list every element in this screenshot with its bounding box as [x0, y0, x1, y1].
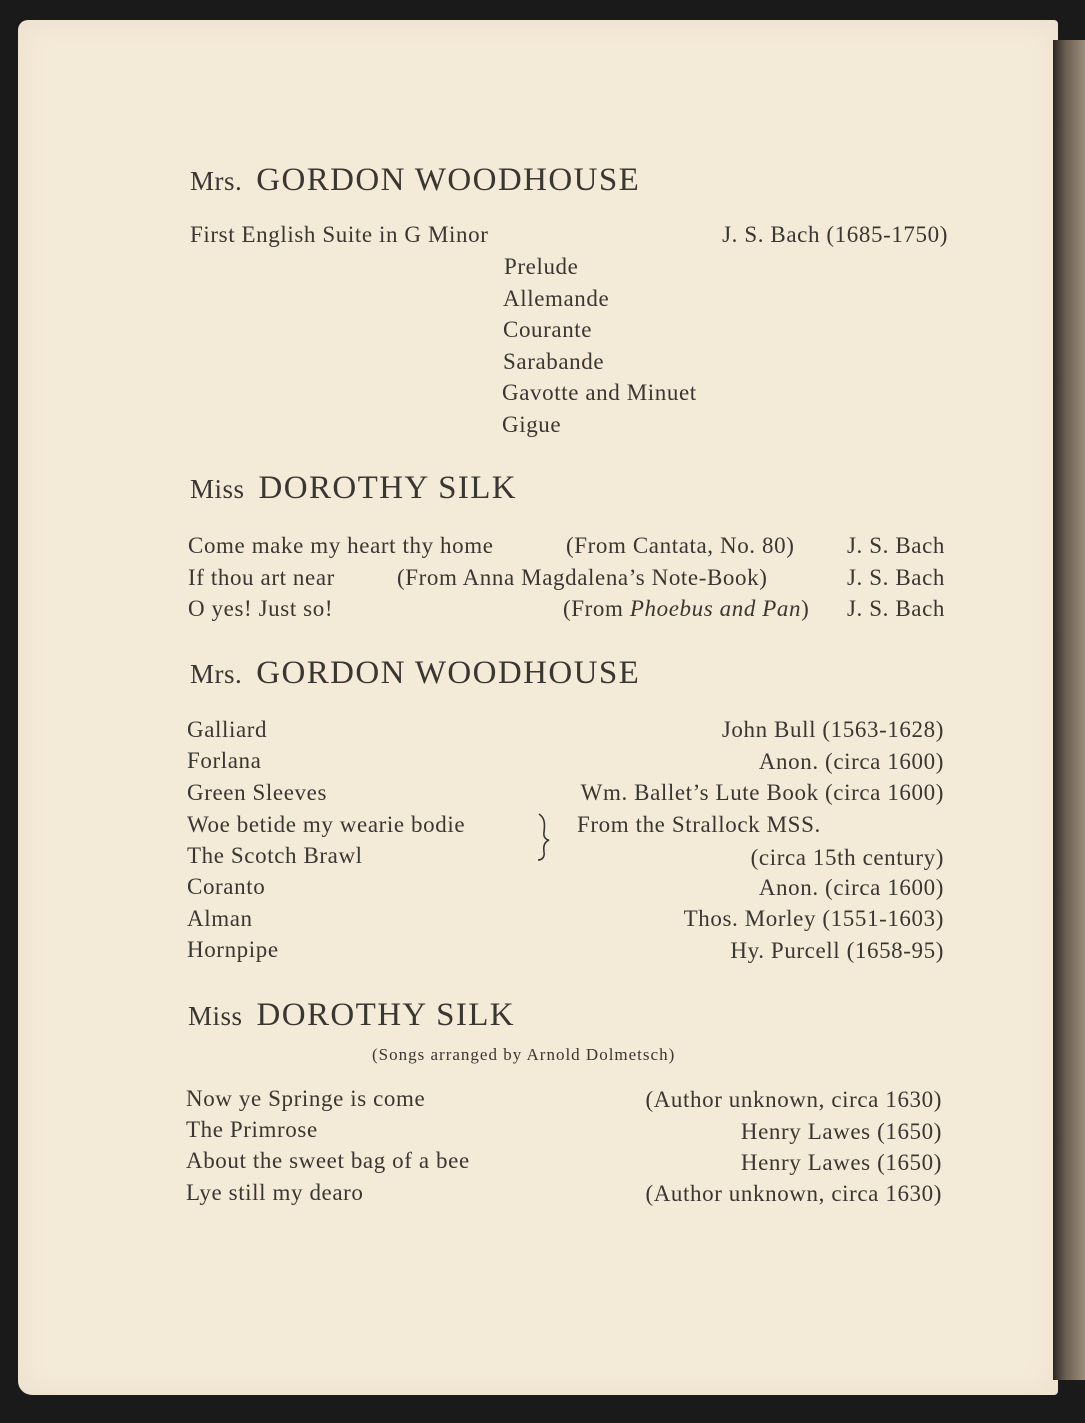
section-3-heading — [190, 655, 640, 692]
section-3-title: GORDON WOODHOUSE — [256, 655, 641, 691]
piece-title: Woe betide my wearie bodie — [187, 812, 466, 837]
song-title: About the sweet bag of a bee — [186, 1148, 470, 1173]
section-4-heading — [188, 997, 515, 1034]
piece-title: The Scotch Brawl — [187, 843, 363, 868]
section-2-heading — [190, 470, 517, 507]
song-title: If thou art near — [188, 565, 335, 590]
arrangement-note: (Songs arranged by Arnold Dolmetsch) — [372, 1045, 676, 1064]
page-edge — [1053, 40, 1085, 1380]
composer: Thos. Morley (1551-1603) — [683, 906, 944, 931]
composer: From the Strallock MSS. — [577, 812, 821, 837]
movement: Gavotte and Minuet — [502, 380, 697, 405]
song-source: (From Cantata, No. 80) — [566, 533, 795, 558]
composer: J. S. Bach — [847, 565, 945, 590]
source-suffix: ) — [801, 596, 810, 621]
section-1-title: GORDON WOODHOUSE — [256, 162, 641, 198]
piece-title: Alman — [187, 906, 253, 931]
section-1-heading — [190, 162, 640, 199]
work-title: First English Suite in G Minor — [190, 222, 489, 247]
movement: Prelude — [504, 254, 579, 279]
movement: Courante — [503, 317, 593, 342]
composer: (Author unknown, circa 1630) — [645, 1087, 942, 1112]
song-title: Come make my heart thy home — [188, 533, 494, 558]
composer: John Bull (1563-1628) — [721, 717, 944, 742]
composer: J. S. Bach (1685-1750) — [722, 222, 948, 247]
section-2-title: DOROTHY SILK — [258, 470, 518, 506]
composer: Wm. Ballet’s Lute Book (circa 1600) — [580, 780, 944, 805]
source-prefix: (From — [563, 596, 630, 621]
piece-title: Coranto — [187, 874, 266, 899]
piece-title: Green Sleeves — [187, 780, 327, 805]
song-title: Lye still my dearo — [186, 1180, 364, 1205]
song-title: O yes! Just so! — [188, 596, 334, 621]
composer: Anon. (circa 1600) — [758, 875, 944, 900]
composer: Henry Lawes (1650) — [740, 1119, 942, 1144]
movement: Allemande — [503, 286, 610, 311]
composer: Henry Lawes (1650) — [740, 1150, 942, 1175]
movement: Sarabande — [503, 349, 605, 374]
piece-title: Hornpipe — [187, 937, 279, 962]
section-3-prefix: Mrs. — [190, 659, 243, 689]
piece-title: Galliard — [187, 717, 268, 742]
composer: J. S. Bach — [847, 596, 945, 621]
section-4-prefix: Miss — [188, 1001, 243, 1031]
piece-title: Forlana — [187, 748, 262, 773]
composer: Anon. (circa 1600) — [758, 749, 944, 774]
song-source — [563, 596, 809, 622]
song-source: (From Anna Magdalena’s Note-Book) — [397, 565, 768, 590]
section-1-prefix: Mrs. — [190, 166, 243, 196]
composer: (circa 15th century) — [750, 845, 944, 870]
section-2-prefix: Miss — [190, 474, 245, 504]
song-title: Now ye Springe is come — [186, 1086, 426, 1111]
movement: Gigue — [502, 412, 562, 437]
brace-icon — [535, 812, 557, 862]
composer: Hy. Purcell (1658-95) — [730, 938, 944, 963]
source-italic: Phoebus and Pan — [629, 596, 802, 621]
song-title: The Primrose — [186, 1117, 318, 1142]
composer: (Author unknown, circa 1630) — [645, 1181, 942, 1206]
section-4-title: DOROTHY SILK — [256, 997, 516, 1033]
composer: J. S. Bach — [847, 533, 945, 558]
